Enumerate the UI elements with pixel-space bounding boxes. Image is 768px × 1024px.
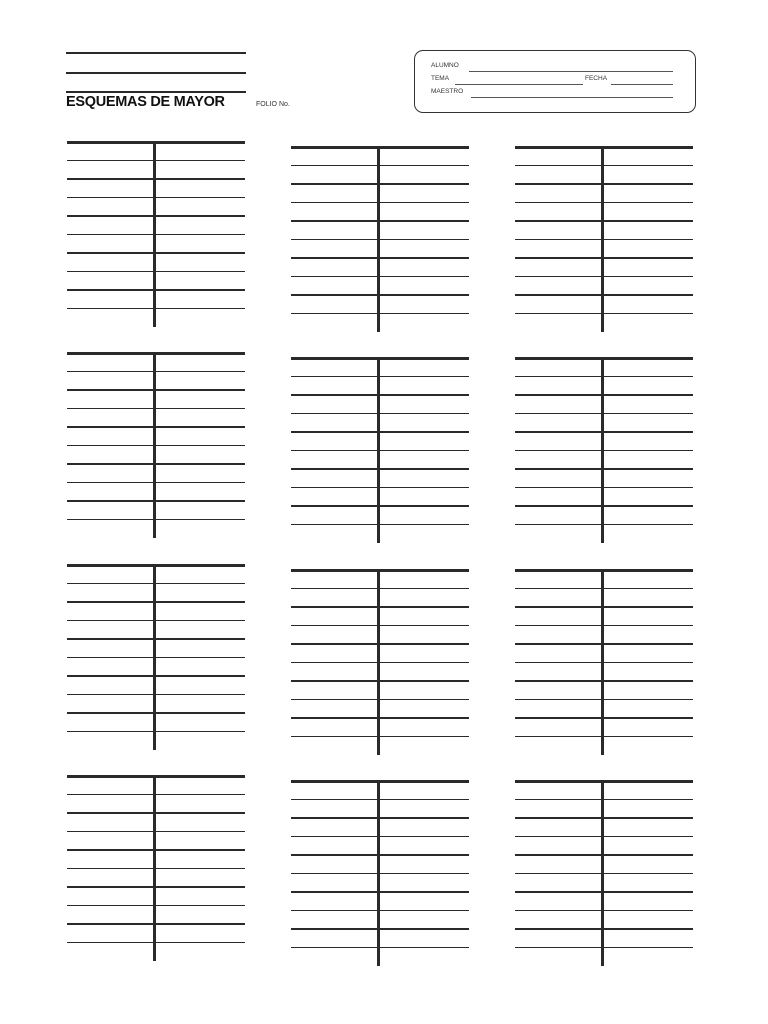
t-account-entry-line[interactable] (515, 313, 693, 315)
t-account-entry-line[interactable] (291, 468, 469, 470)
t-account-entry-line[interactable] (291, 524, 469, 526)
t-account-entry-line[interactable] (67, 389, 245, 391)
t-account-entry-line[interactable] (291, 239, 469, 241)
t-account-divider (153, 141, 156, 327)
t-account-entry-line[interactable] (67, 583, 245, 585)
t-account-entry-line[interactable] (291, 947, 469, 949)
t-account-entry-line[interactable] (67, 620, 245, 622)
t-account-entry-line[interactable] (67, 886, 245, 888)
t-account-divider (601, 357, 604, 543)
t-account-entry-line[interactable] (291, 313, 469, 315)
t-account-12 (515, 780, 693, 966)
t-account-entry-line[interactable] (67, 849, 245, 851)
t-account-entry-line[interactable] (291, 891, 469, 893)
t-account-entry-line[interactable] (67, 923, 245, 925)
t-account-entry-line[interactable] (291, 294, 469, 296)
t-account-entry-line[interactable] (515, 183, 693, 185)
t-account-divider (377, 357, 380, 543)
t-account-entry-line[interactable] (291, 505, 469, 507)
t-account-divider (601, 146, 604, 332)
t-account-entry-line[interactable] (515, 854, 693, 856)
t-account-entry-line[interactable] (291, 202, 469, 204)
t-account-entry-line[interactable] (67, 812, 245, 814)
t-account-header-line[interactable] (291, 780, 469, 783)
t-account-entry-line[interactable] (67, 657, 245, 659)
t-account-header-line[interactable] (67, 352, 245, 355)
t-account-entry-line[interactable] (515, 468, 693, 470)
t-account-entry-line[interactable] (291, 799, 469, 801)
t-account-entry-line[interactable] (515, 873, 693, 875)
t-account-10 (67, 775, 245, 961)
t-account-entry-line[interactable] (67, 178, 245, 180)
t-account-entry-line[interactable] (291, 183, 469, 185)
t-account-divider (153, 352, 156, 538)
t-account-entry-line[interactable] (291, 588, 469, 590)
t-account-entry-line[interactable] (515, 450, 693, 452)
t-account-entry-line[interactable] (515, 662, 693, 664)
t-account-entry-line[interactable] (291, 817, 469, 819)
folio-label: FOLIO No. (256, 101, 290, 108)
t-account-entry-line[interactable] (515, 717, 693, 719)
t-account-entry-line[interactable] (291, 699, 469, 701)
t-account-entry-line[interactable] (515, 891, 693, 893)
t-account-header-line[interactable] (67, 775, 245, 778)
t-account-entry-line[interactable] (515, 220, 693, 222)
t-account-entry-line[interactable] (67, 252, 245, 254)
t-account-entry-line[interactable] (515, 487, 693, 489)
t-account-entry-line[interactable] (515, 625, 693, 627)
t-account-header-line[interactable] (515, 569, 693, 572)
t-account-entry-line[interactable] (291, 836, 469, 838)
fecha-label: FECHA (585, 75, 608, 82)
t-account-entry-line[interactable] (291, 662, 469, 664)
tema-field[interactable] (455, 84, 583, 85)
t-account-header-line[interactable] (291, 146, 469, 149)
t-account-entry-line[interactable] (291, 394, 469, 396)
t-account-entry-line[interactable] (67, 426, 245, 428)
t-account-entry-line[interactable] (515, 376, 693, 378)
t-account-entry-line[interactable] (515, 524, 693, 526)
t-account-divider (601, 569, 604, 755)
header-blank-line-1[interactable] (66, 52, 246, 54)
t-account-header-line[interactable] (515, 146, 693, 149)
t-account-header-line[interactable] (515, 357, 693, 360)
t-account-divider (601, 780, 604, 966)
t-account-entry-line[interactable] (515, 836, 693, 838)
t-account-entry-line[interactable] (291, 276, 469, 278)
t-account-entry-line[interactable] (515, 165, 693, 167)
t-account-entry-line[interactable] (515, 505, 693, 507)
t-account-entry-line[interactable] (67, 675, 245, 677)
t-account-entry-line[interactable] (67, 271, 245, 273)
t-account-entry-line[interactable] (291, 854, 469, 856)
t-account-11 (291, 780, 469, 966)
t-account-entry-line[interactable] (67, 215, 245, 217)
t-account-4 (67, 352, 245, 538)
student-info-box (414, 50, 696, 113)
t-account-7 (67, 564, 245, 750)
t-account-divider (153, 564, 156, 750)
t-account-8 (291, 569, 469, 755)
t-account-entry-line[interactable] (67, 371, 245, 373)
t-account-entry-line[interactable] (291, 910, 469, 912)
t-account-2 (291, 146, 469, 332)
t-account-divider (377, 780, 380, 966)
t-account-header-line[interactable] (67, 564, 245, 567)
t-account-entry-line[interactable] (515, 928, 693, 930)
t-account-entry-line[interactable] (67, 905, 245, 907)
t-account-header-line[interactable] (291, 569, 469, 572)
t-account-entry-line[interactable] (67, 160, 245, 162)
t-account-entry-line[interactable] (67, 463, 245, 465)
t-account-entry-line[interactable] (515, 276, 693, 278)
t-account-entry-line[interactable] (291, 717, 469, 719)
t-account-entry-line[interactable] (67, 868, 245, 870)
t-account-entry-line[interactable] (67, 519, 245, 521)
t-account-1 (67, 141, 245, 327)
maestro-label: MAESTRO (431, 88, 464, 95)
t-account-entry-line[interactable] (291, 413, 469, 415)
t-account-3 (515, 146, 693, 332)
t-account-entry-line[interactable] (67, 712, 245, 714)
t-account-header-line[interactable] (67, 141, 245, 144)
t-account-divider (377, 569, 380, 755)
t-account-6 (515, 357, 693, 543)
t-account-entry-line[interactable] (291, 928, 469, 930)
t-account-entry-line[interactable] (515, 588, 693, 590)
t-account-entry-line[interactable] (515, 947, 693, 949)
t-account-entry-line[interactable] (67, 197, 245, 199)
t-account-entry-line[interactable] (291, 873, 469, 875)
t-account-entry-line[interactable] (67, 831, 245, 833)
maestro-field[interactable] (471, 97, 673, 98)
alumno-label: ALUMNO (431, 62, 459, 69)
t-account-entry-line[interactable] (515, 431, 693, 433)
t-account-entry-line[interactable] (515, 910, 693, 912)
t-account-entry-line[interactable] (515, 413, 693, 415)
t-account-entry-line[interactable] (67, 408, 245, 410)
t-account-entry-line[interactable] (291, 257, 469, 259)
t-account-entry-line[interactable] (515, 257, 693, 259)
t-account-header-line[interactable] (291, 357, 469, 360)
t-account-entry-line[interactable] (515, 736, 693, 738)
header-blank-line-3[interactable] (66, 91, 246, 93)
t-account-entry-line[interactable] (67, 694, 245, 696)
t-account-entry-line[interactable] (67, 731, 245, 733)
alumno-field[interactable] (469, 71, 673, 72)
t-account-entry-line[interactable] (515, 394, 693, 396)
t-account-entry-line[interactable] (291, 220, 469, 222)
t-account-entry-line[interactable] (291, 680, 469, 682)
t-account-entry-line[interactable] (515, 294, 693, 296)
t-account-entry-line[interactable] (67, 601, 245, 603)
t-account-entry-line[interactable] (515, 202, 693, 204)
tema-label: TEMA (431, 75, 450, 82)
page-title: ESQUEMAS DE MAYOR (66, 94, 225, 110)
t-account-entry-line[interactable] (67, 942, 245, 944)
t-account-entry-line[interactable] (291, 625, 469, 627)
t-account-entry-line[interactable] (67, 445, 245, 447)
t-account-entry-line[interactable] (67, 500, 245, 502)
t-account-entry-line[interactable] (291, 431, 469, 433)
t-account-entry-line[interactable] (291, 487, 469, 489)
t-account-entry-line[interactable] (515, 817, 693, 819)
t-account-header-line[interactable] (515, 780, 693, 783)
t-account-entry-line[interactable] (67, 638, 245, 640)
t-account-entry-line[interactable] (67, 308, 245, 310)
t-account-entry-line[interactable] (67, 794, 245, 796)
header-blank-line-2[interactable] (66, 72, 246, 74)
t-account-divider (377, 146, 380, 332)
t-account-entry-line[interactable] (515, 643, 693, 645)
t-account-entry-line[interactable] (515, 799, 693, 801)
t-account-entry-line[interactable] (67, 482, 245, 484)
t-account-5 (291, 357, 469, 543)
t-account-entry-line[interactable] (515, 680, 693, 682)
t-account-entry-line[interactable] (291, 450, 469, 452)
t-account-entry-line[interactable] (291, 606, 469, 608)
t-account-entry-line[interactable] (291, 376, 469, 378)
t-account-entry-line[interactable] (291, 165, 469, 167)
t-account-divider (153, 775, 156, 961)
t-account-entry-line[interactable] (291, 643, 469, 645)
t-account-entry-line[interactable] (515, 606, 693, 608)
t-account-entry-line[interactable] (515, 239, 693, 241)
t-account-entry-line[interactable] (291, 736, 469, 738)
t-account-entry-line[interactable] (515, 699, 693, 701)
fecha-field[interactable] (611, 84, 673, 85)
t-account-9 (515, 569, 693, 755)
t-account-entry-line[interactable] (67, 289, 245, 291)
t-account-entry-line[interactable] (67, 234, 245, 236)
